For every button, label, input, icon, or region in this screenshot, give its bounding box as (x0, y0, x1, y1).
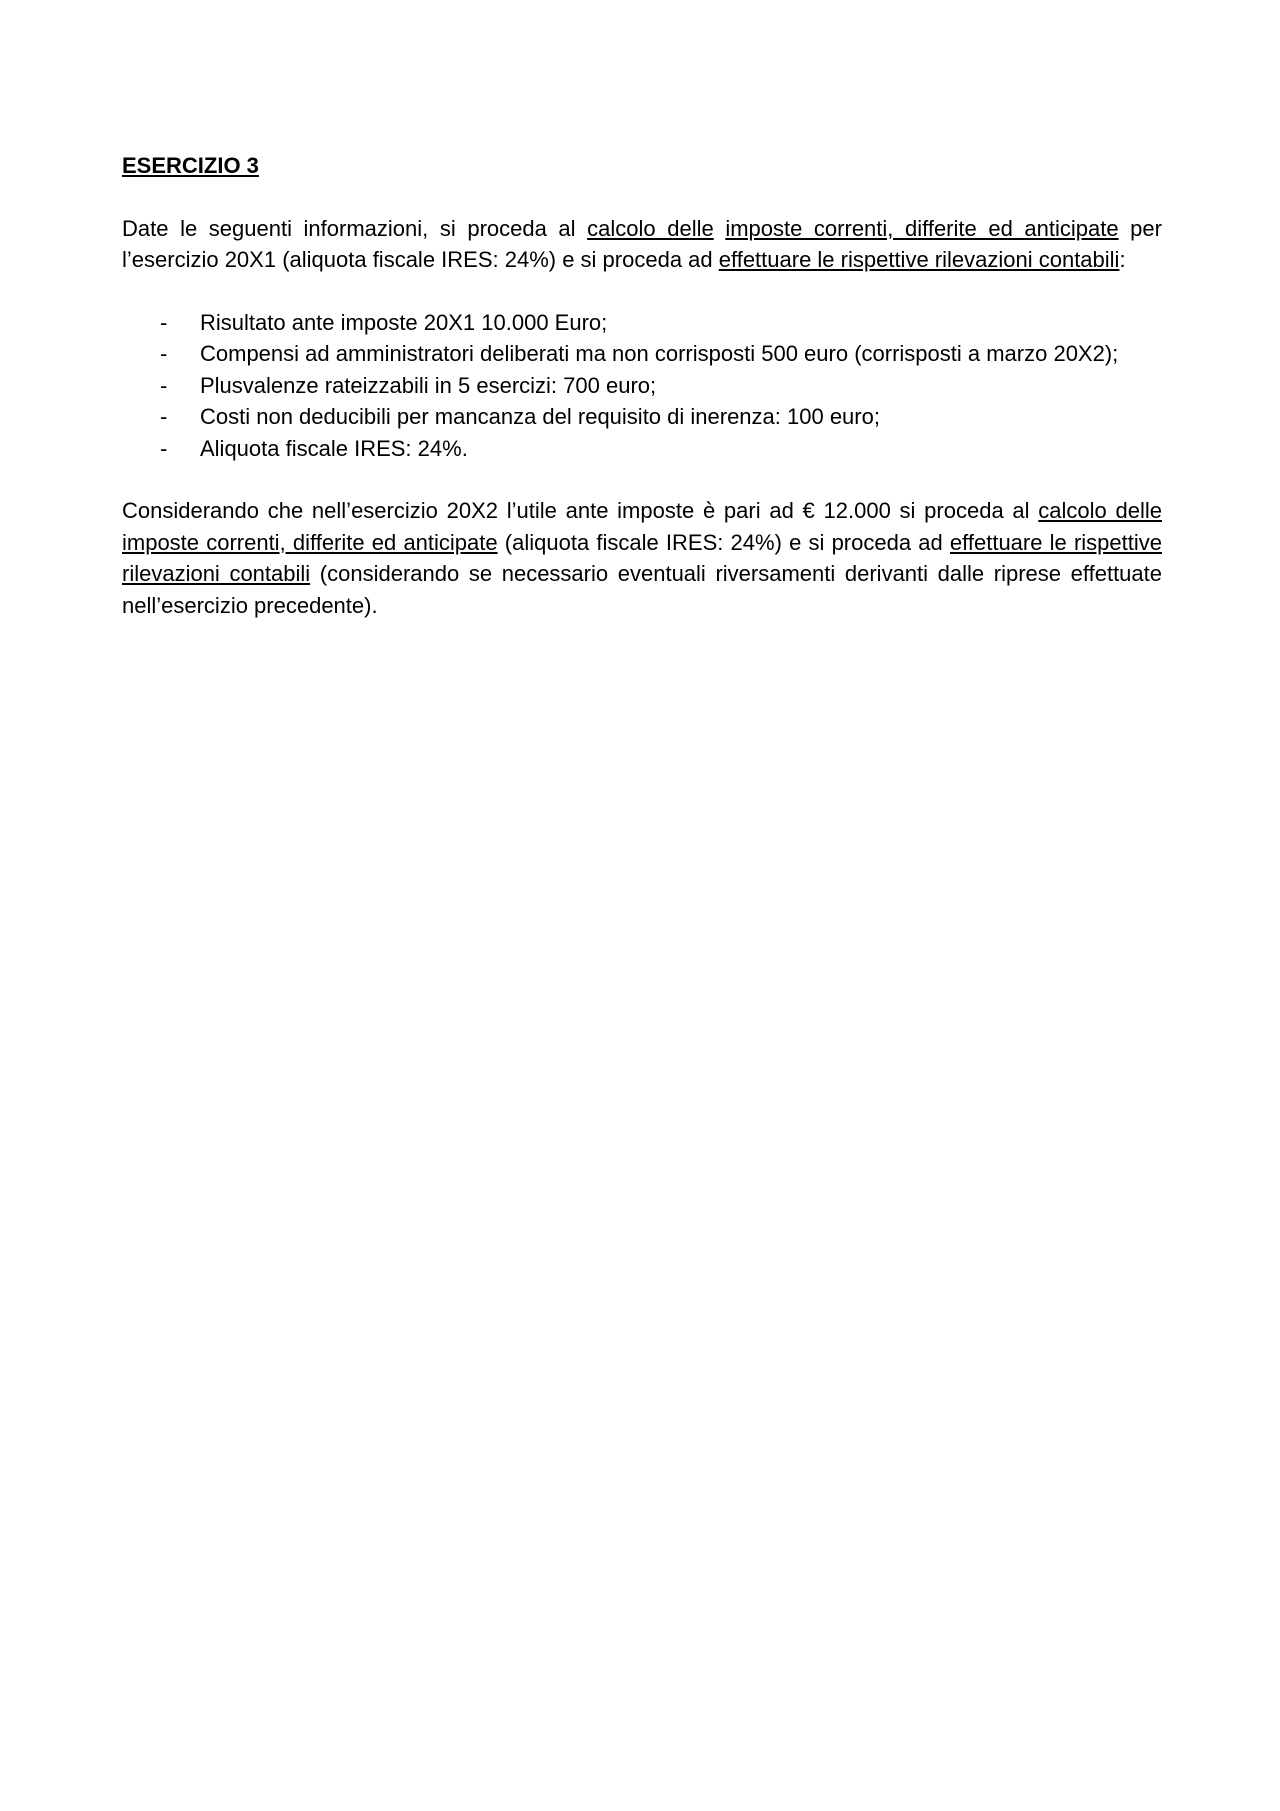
intro-text-4: : (1119, 247, 1126, 272)
list-dash: - (160, 435, 168, 461)
list-item-text: Risultato ante imposte 20X1 10.000 Euro; (200, 309, 608, 335)
intro-underline-3: effettuare le rispettive rilevazioni contabili (718, 247, 1120, 272)
list-dash: - (160, 404, 168, 429)
intro-text-1: Date le seguenti informazioni, si proceda al (122, 215, 588, 241)
list-item-text: Aliquota fiscale IRES: 24%. (200, 435, 468, 461)
exercise-title: ESERCIZIO 3 (122, 153, 259, 178)
list-item-text: Plusvalenze rateizzabili in 5 esercizi: 700 euro; (200, 372, 657, 398)
list-item (122, 370, 1162, 402)
intro-underline-1: calcolo delle (587, 215, 714, 241)
second-paragraph (122, 495, 1162, 621)
list-item (122, 338, 1162, 370)
list-dash: - (160, 372, 168, 398)
list-dash: - (160, 309, 168, 335)
document-page (122, 150, 1162, 621)
list-item (122, 401, 1162, 433)
list-dash: - (160, 341, 168, 366)
second-underline-2: effettuare le rispettive rilevazioni contabili (122, 529, 1162, 586)
intro-underline-2: imposte correnti, differite ed anticipate (725, 215, 1119, 241)
second-text-3: (considerando se necessario eventuali riversamenti derivanti dalle riprese effettuate nell’esercizio precedente). (122, 561, 1162, 618)
intro-text-3: per l’esercizio 20X1 (aliquota fiscale IRES: 24%) e si proceda ad (122, 215, 1162, 272)
second-underline-1: calcolo delle imposte correnti, differite ed anticipate (122, 498, 1162, 555)
intro-text-2 (714, 216, 726, 241)
second-text-2: (aliquota fiscale IRES: 24%) e si proceda ad (497, 529, 950, 555)
list-item (122, 433, 1162, 465)
second-text-1: Considerando che nell’esercizio 20X2 l’utile ante imposte è pari ad € 12.000 si proceda al (122, 498, 1039, 523)
data-list (122, 307, 1162, 465)
list-item-text: Costi non deducibili per mancanza del requisito di inerenza: 100 euro; (200, 404, 880, 429)
list-item (122, 307, 1162, 339)
list-item-text: Compensi ad amministratori deliberati ma non corrisposti 500 euro (corrisposti a marzo 20X2); (200, 341, 1119, 366)
intro-paragraph (122, 213, 1162, 276)
